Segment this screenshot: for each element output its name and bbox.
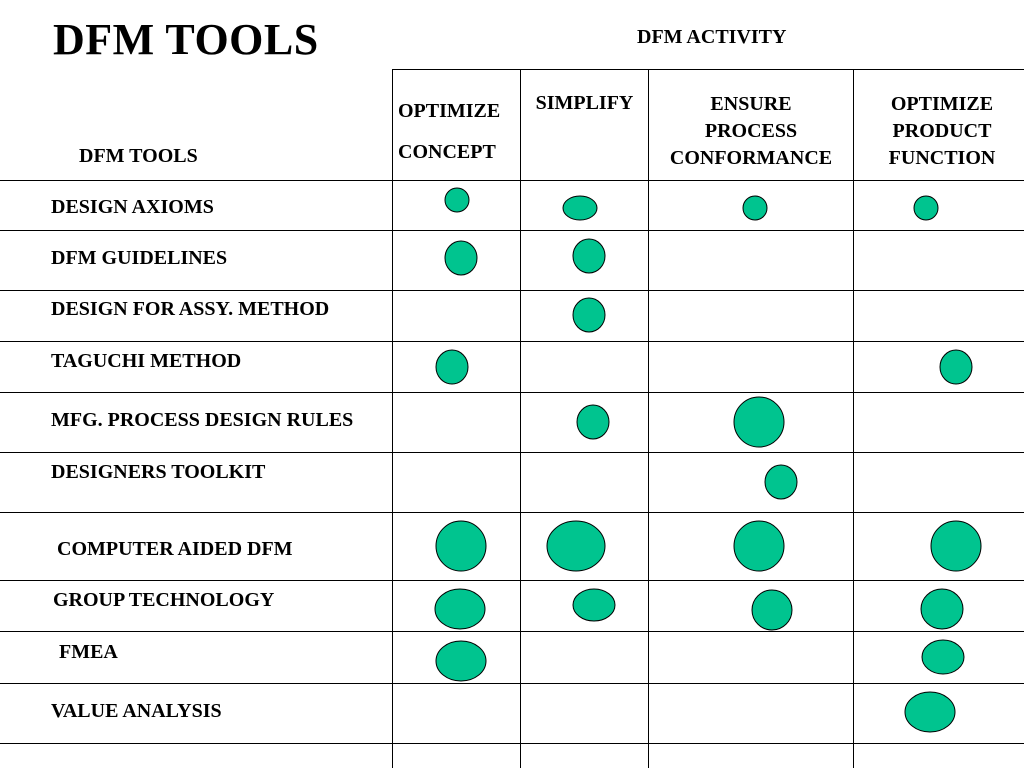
activity-mark-small [563, 196, 597, 220]
activity-mark-medium [436, 350, 468, 384]
row-label: FMEA [59, 641, 118, 663]
activity-mark-large [931, 521, 981, 571]
activity-mark-large [905, 692, 955, 732]
tools-column-header: DFM TOOLS [79, 145, 198, 167]
row-label: MFG. PROCESS DESIGN RULES [51, 409, 354, 431]
activity-mark-medium [577, 405, 609, 439]
column-header-line: OPTIMIZE [398, 100, 501, 122]
activity-mark-medium [445, 241, 477, 275]
activity-mark-large [436, 641, 486, 681]
activity-mark-medium [921, 589, 963, 629]
activity-mark-medium [765, 465, 797, 499]
column-header-line: PROCESS [704, 120, 798, 142]
column-header-line: ENSURE [710, 93, 792, 115]
column-header-line: CONCEPT [398, 141, 496, 163]
row-label: VALUE ANALYSIS [51, 700, 222, 722]
activity-mark-large [435, 589, 485, 629]
activity-mark-medium [573, 589, 615, 621]
row-label: GROUP TECHNOLOGY [53, 589, 275, 611]
activity-mark-medium [940, 350, 972, 384]
activity-mark-small [743, 196, 767, 220]
activity-mark-large [734, 397, 784, 447]
row-label: DFM GUIDELINES [51, 247, 228, 269]
activity-mark-large [436, 521, 486, 571]
row-label: DESIGNERS TOOLKIT [51, 461, 266, 483]
activity-mark-small [445, 188, 469, 212]
column-header-line: CONFORMANCE [669, 147, 833, 169]
activity-mark-large [734, 521, 784, 571]
column-header-line: PRODUCT [892, 120, 992, 142]
row-label: DESIGN AXIOMS [51, 196, 214, 218]
activity-mark-large [547, 521, 605, 571]
row-label: DESIGN FOR ASSY. METHOD [51, 298, 330, 320]
column-header-line: FUNCTION [888, 147, 996, 169]
row-label: COMPUTER AIDED DFM [57, 538, 293, 560]
column-header-line: OPTIMIZE [890, 93, 994, 115]
row-label: TAGUCHI METHOD [51, 350, 242, 372]
activity-mark-medium [922, 640, 964, 674]
page-title: DFM TOOLS [53, 15, 319, 64]
activity-mark-medium [573, 239, 605, 273]
activity-mark-medium [752, 590, 792, 630]
activity-mark-medium [573, 298, 605, 332]
column-header-line: SIMPLIFY [535, 92, 634, 114]
activity-mark-small [914, 196, 938, 220]
activity-title: DFM ACTIVITY [637, 26, 787, 48]
